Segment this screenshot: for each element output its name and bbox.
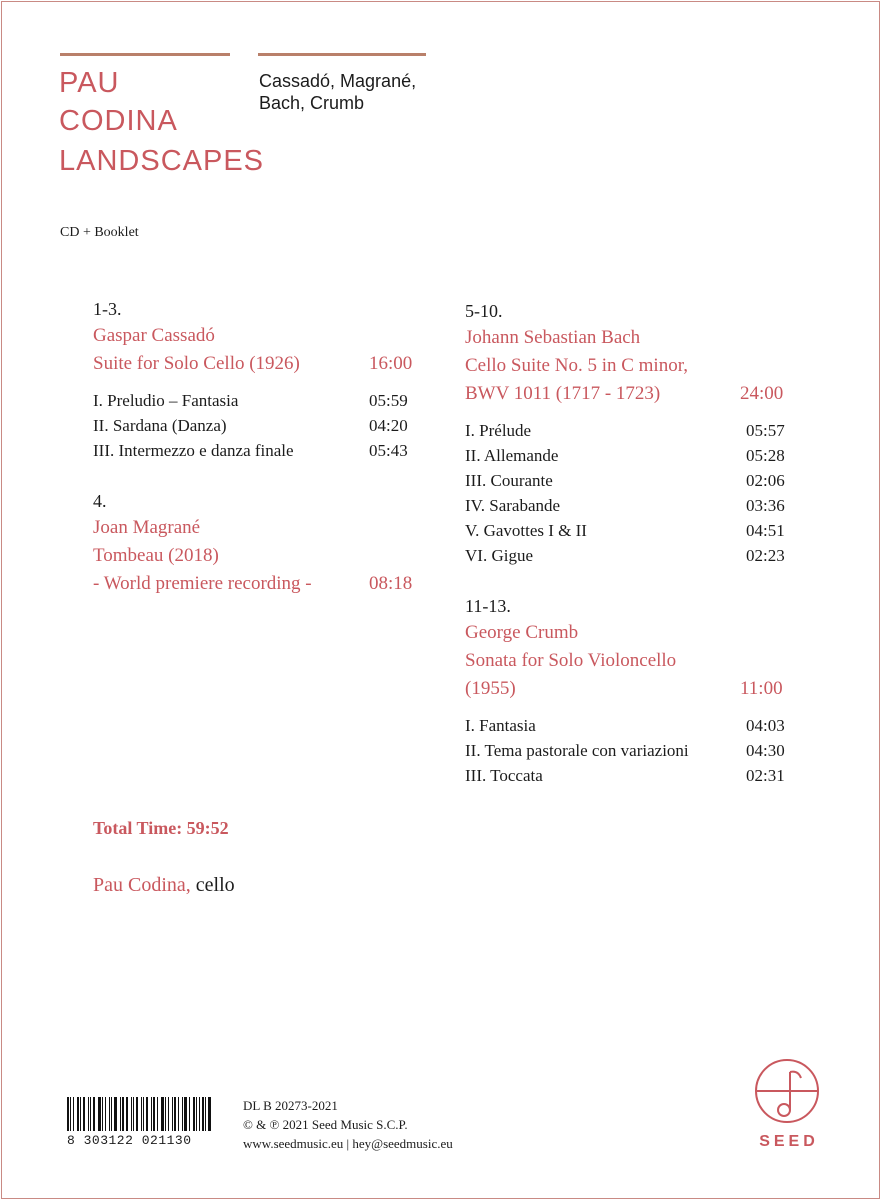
barcode-bar <box>102 1097 103 1131</box>
movement-duration: 05:43 <box>369 441 408 460</box>
movement-row <box>465 763 800 788</box>
movement-row <box>465 518 800 543</box>
work-duration: 24:00 <box>740 383 784 404</box>
movement-row <box>465 713 800 738</box>
premiere-note: - World premiere recording - <box>93 573 312 594</box>
movement-title: II. Sardana (Danza) <box>93 416 227 435</box>
track-group-cassado <box>93 296 428 463</box>
work-title: Cello Suite No. 5 in C minor, <box>465 355 689 376</box>
barcode-bar <box>136 1097 139 1131</box>
movement-duration: 05:59 <box>369 391 408 410</box>
barcode-bar <box>126 1097 128 1131</box>
legal-info <box>243 1096 453 1153</box>
artist-name-line1: PAU <box>59 67 120 99</box>
movement-title: V. Gavottes I & II <box>465 521 587 540</box>
composers-line1: Cassadó, Magrané, <box>259 71 417 91</box>
barcode-bar <box>174 1097 176 1131</box>
movement-title: I. Preludio – Fantasia <box>93 391 239 410</box>
movement-duration: 04:51 <box>746 521 785 540</box>
barcode-bar <box>182 1097 183 1131</box>
barcode-bar <box>93 1097 95 1131</box>
movement-row <box>93 438 428 463</box>
work-title-row <box>465 647 800 675</box>
work-title-row-2 <box>465 675 800 703</box>
movement-title: III. Toccata <box>465 766 543 785</box>
composers-list <box>259 70 449 114</box>
barcode-bar <box>105 1097 106 1131</box>
track-numbers: 5-10. <box>465 301 503 321</box>
movement-duration: 05:57 <box>746 421 785 440</box>
copyright-notice: © & ℗ 2021 Seed Music S.C.P. <box>243 1117 408 1132</box>
barcode-bar <box>133 1097 134 1131</box>
movement-duration: 05:28 <box>746 446 785 465</box>
work-catalogue: BWV 1011 (1717 - 1723) <box>465 383 661 404</box>
track-number: 4. <box>93 491 107 511</box>
format-label: CD + Booklet <box>60 225 139 240</box>
movement-row <box>465 738 800 763</box>
barcode-bar <box>67 1097 69 1131</box>
barcode-bar <box>73 1097 74 1131</box>
barcode-bar <box>77 1097 80 1131</box>
composer-name <box>93 514 428 542</box>
work-title-row <box>465 352 800 380</box>
barcode-bar <box>184 1097 187 1131</box>
barcode-bar <box>202 1097 204 1131</box>
movement-title: III. Intermezzo e danza finale <box>93 441 294 460</box>
barcode-bar <box>109 1097 111 1131</box>
barcode-bar <box>143 1097 144 1131</box>
barcode-bar <box>161 1097 164 1131</box>
work-year: (1955) <box>465 678 516 699</box>
performer-credit <box>93 874 235 897</box>
barcode-bar <box>199 1097 200 1131</box>
movement-duration: 03:36 <box>746 496 785 515</box>
movement-duration: 04:30 <box>746 741 785 760</box>
barcode-bar <box>189 1097 190 1131</box>
barcode-bar <box>90 1097 91 1131</box>
movement-duration: 04:20 <box>369 416 408 435</box>
barcode-bar <box>141 1097 142 1131</box>
barcode-bar <box>98 1097 101 1131</box>
movement-row <box>465 443 800 468</box>
barcode-bar <box>120 1097 121 1131</box>
barcode-bar <box>151 1097 152 1131</box>
barcode-bar <box>111 1097 112 1131</box>
barcode-bar <box>196 1097 197 1131</box>
album-title: LANDSCAPES <box>59 145 265 177</box>
barcode-bar <box>168 1097 169 1131</box>
movement-duration: 04:03 <box>746 716 785 735</box>
barcode-bar <box>153 1097 155 1131</box>
work-duration: 11:00 <box>740 678 783 699</box>
performer-name: Pau Codina, <box>93 874 191 896</box>
work-duration: 08:18 <box>369 573 413 594</box>
premiere-note-row <box>93 570 428 598</box>
barcode-bar <box>208 1097 211 1131</box>
barcode-bar <box>88 1097 89 1131</box>
composer-name <box>465 619 800 647</box>
barcode-bar <box>178 1097 179 1131</box>
composer-name-text: Johann Sebastian Bach <box>465 327 641 348</box>
artist-name <box>59 64 249 140</box>
work-title: Suite for Solo Cello (1926) <box>93 353 300 374</box>
movement-title: I. Prélude <box>465 421 532 440</box>
barcode-bar <box>131 1097 132 1131</box>
work-title: Sonata for Solo Violoncello <box>465 650 677 671</box>
barcode-bar <box>205 1097 206 1131</box>
movement-title: III. Courante <box>465 471 553 490</box>
composer-name <box>93 322 428 350</box>
composer-name-text: Joan Magrané <box>93 517 201 538</box>
header-rule-right <box>258 53 426 56</box>
movement-title: IV. Sarabande <box>465 496 561 515</box>
performer-instrument: cello <box>190 874 235 896</box>
track-group-magrane <box>93 488 428 598</box>
barcode-bar <box>83 1097 85 1131</box>
total-time: Total Time: 59:52 <box>93 818 229 838</box>
header-rule-left <box>60 53 230 56</box>
barcode-bar <box>114 1097 117 1131</box>
movement-title: II. Tema pastorale con variazioni <box>465 741 689 760</box>
track-group-crumb <box>465 593 800 788</box>
work-title-row <box>93 350 428 378</box>
work-title-row-2 <box>465 380 800 408</box>
barcode-bar <box>80 1097 81 1131</box>
barcode-bars <box>67 1097 214 1131</box>
label-name: SEED <box>759 1133 819 1150</box>
barcode-bar <box>157 1097 158 1131</box>
barcode-bar <box>165 1097 167 1131</box>
movement-row <box>93 388 428 413</box>
work-title-row <box>93 542 428 570</box>
movement-row <box>465 468 800 493</box>
barcode-bar <box>146 1097 148 1131</box>
composer-name <box>465 324 800 352</box>
movement-row <box>465 543 800 568</box>
barcode-bar <box>193 1097 195 1131</box>
movement-row <box>465 418 800 443</box>
barcode-bar <box>122 1097 124 1131</box>
track-numbers: 11-13. <box>465 596 511 616</box>
track-numbers: 1-3. <box>93 299 122 319</box>
work-title: Tombeau (2018) <box>93 545 219 566</box>
contact-links: www.seedmusic.eu | hey@seedmusic.eu <box>243 1136 453 1151</box>
movement-duration: 02:23 <box>746 546 785 565</box>
composer-name-text: Gaspar Cassadó <box>93 325 215 346</box>
movement-duration: 02:06 <box>746 471 785 490</box>
movement-title: VI. Gigue <box>465 546 533 565</box>
barcode <box>67 1097 214 1148</box>
work-duration: 16:00 <box>369 353 413 374</box>
composer-name-text: George Crumb <box>465 622 579 643</box>
legal-deposit: DL B 20273-2021 <box>243 1098 338 1113</box>
movement-title: I. Fantasia <box>465 716 536 735</box>
seed-music-note-icon <box>752 1058 822 1124</box>
composers-line2: Bach, Crumb <box>259 93 365 113</box>
barcode-bar <box>172 1097 173 1131</box>
movement-duration: 02:31 <box>746 766 785 785</box>
movement-row <box>465 493 800 518</box>
barcode-bar <box>70 1097 71 1131</box>
track-group-bach <box>465 298 800 568</box>
movement-row <box>93 413 428 438</box>
barcode-number: 8 303122 021130 <box>67 1133 192 1148</box>
seed-logo <box>752 1058 822 1151</box>
movement-title: II. Allemande <box>465 446 559 465</box>
artist-name-line2: CODINA <box>59 105 178 137</box>
